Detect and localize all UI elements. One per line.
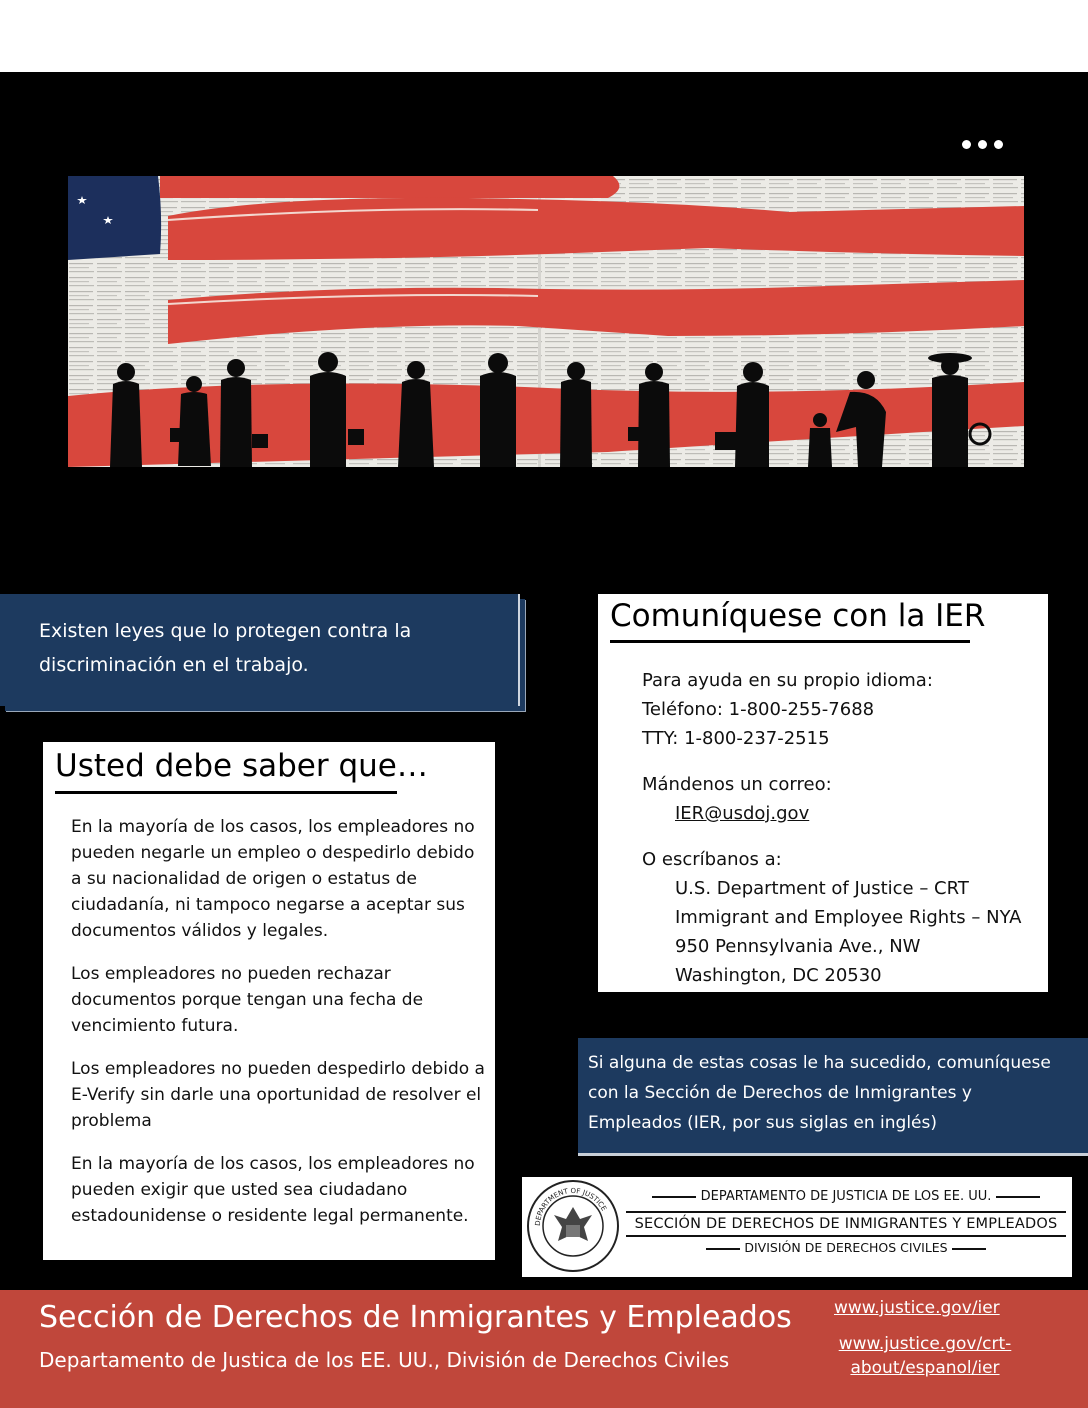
know-paragraph: Los empleadores no pueden despedirlo debido a E-Verify sin darle una oportunidad de resolver el problema	[71, 1059, 485, 1131]
know-paragraph: Los empleadores no pueden rechazar documentos porque tengan una fecha de vencimiento futura.	[71, 964, 424, 1036]
tty-number: TTY: 1-800-237-2515	[642, 728, 830, 749]
intro-text: Existen leyes que lo protegen contra la discriminación en el trabajo.	[39, 620, 412, 676]
more-dots-icon	[962, 140, 1003, 149]
footer-link-espanol[interactable]: www.justice.gov/crt-about/espanol/ier	[838, 1334, 1012, 1378]
write-label: O escríbanos a:	[642, 849, 782, 870]
letterhead-line2	[626, 1211, 1066, 1237]
footer-title: Sección de Derechos de Inmigrantes y Empleados	[39, 1300, 792, 1335]
letterhead-line3	[626, 1240, 1066, 1255]
address-line: Washington, DC 20530	[675, 965, 882, 986]
footer	[0, 1290, 1088, 1408]
address-line: 950 Pennsylvania Ave., NW	[675, 936, 921, 957]
know-title: Usted debe saber que…	[55, 748, 428, 784]
address-line: Immigrant and Employee Rights – NYA	[675, 907, 1022, 928]
contact-box	[598, 594, 1048, 992]
contact-info	[642, 666, 1042, 1007]
contact-title-rule	[610, 640, 970, 643]
seal-text: DEPARTMENT OF JUSTICE	[533, 1186, 608, 1227]
email-label: Mándenos un correo:	[642, 774, 832, 795]
flag-silhouettes-image	[68, 176, 1024, 467]
footer-subtitle: Departamento de Justica de los EE. UU., División de Derechos Civiles	[39, 1348, 730, 1372]
letterhead-line1	[626, 1189, 1066, 1204]
callout-text: Si alguna de estas cosas le ha sucedido, comuníquese con la Sección de Derechos de Inmigrantes y Empleados (IER, por sus siglas en inglés)	[588, 1053, 1051, 1133]
know-title-rule	[55, 791, 397, 794]
callout-box	[578, 1038, 1088, 1156]
intro-box	[0, 594, 520, 706]
letterhead-line2-text: SECCIÓN DE DERECHOS DE INMIGRANTES Y EMPLEADOS	[634, 1216, 1058, 1232]
help-label: Para ayuda en su propio idioma:	[642, 670, 933, 691]
letterhead	[522, 1177, 1072, 1277]
letterhead-line3-text: DIVISIÓN DE DERECHOS CIVILES	[744, 1240, 948, 1255]
know-paragraph: En la mayoría de los casos, los empleadores no pueden exigir que usted sea ciudadano estadounidense o residente legal permanente.	[71, 1154, 475, 1226]
contact-title: Comuníquese con la IER	[610, 598, 986, 634]
top-margin	[0, 0, 1088, 72]
doj-seal-icon	[526, 1179, 620, 1273]
know-box	[43, 742, 495, 1260]
know-paragraph: En la mayoría de los casos, los empleadores no pueden negarle un empleo o despedirlo debido a su nacionalidad de origen o estatus de ciudadanía, ni tampoco negarse a aceptar sus documentos válidos y legales.	[71, 817, 475, 941]
know-paragraphs	[71, 814, 487, 1246]
address-line: U.S. Department of Justice – CRT	[675, 878, 969, 899]
phone-number: Teléfono: 1-800-255-7688	[642, 699, 875, 720]
email-link[interactable]: IER@usdoj.gov	[675, 803, 810, 824]
letterhead-line1-text: DEPARTAMENTO DE JUSTICIA DE LOS EE. UU.	[700, 1189, 992, 1204]
footer-link-ier[interactable]: www.justice.gov/ier	[834, 1298, 1000, 1318]
